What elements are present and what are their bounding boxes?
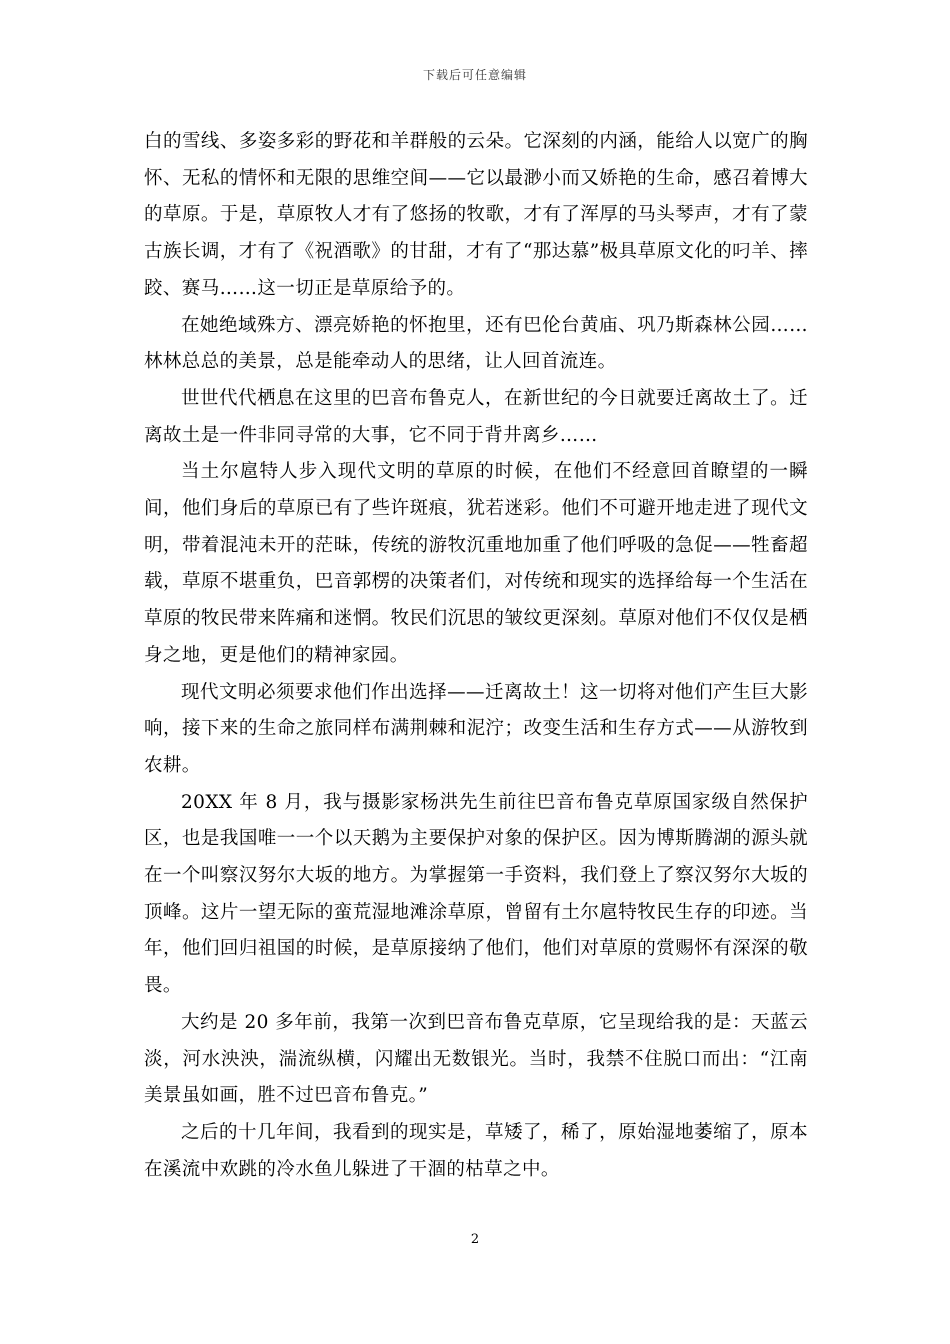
page-number: 2: [470, 1232, 480, 1247]
paragraph: 现代文明必须要求他们作出选择——迁离故土！这一切将对他们产生巨大影响，接下来的生命之旅同样布满荆棘和泥泞；改变生活和生存方式——从游牧到农耕。: [144, 681, 808, 776]
page-header: 下载后可任意编辑: [422, 68, 527, 82]
paragraph: 20XX 年 8 月，我与摄影家杨洪先生前往巴音布鲁克草原国家级自然保护区，也是我国唯一一个以天鹅为主要保护对象的保护区。因为博斯腾湖的源头就在一个叫察汉努尔大坂的地方。为掌握第一手资料，我们登上了察汉努尔大坂的顶峰。这片一望无际的蛮荒湿地滩涂草原，曾留有土尔扈特牧民生存的印迹。当年，他们回归祖国的时候，是草原接纳了他们，他们对草原的赏赐怀有深深的敬畏。: [144, 791, 808, 997]
paragraph: 在她绝域殊方、漂亮娇艳的怀抱里，还有巴伦台黄庙、巩乃斯森林公园……林林总总的美景，总是能牵动人的思绪，让人回首流连。: [144, 314, 808, 373]
document-body: [144, 124, 808, 1188]
paragraph: 当土尔扈特人步入现代文明的草原的时候，在他们不经意回首瞭望的一瞬间，他们身后的草原已有了些许斑痕，犹若迷彩。他们不可避开地走进了现代文明，带着混沌未开的茫昧，传统的游牧沉重地加重了他们呼吸的急促——牲畜超载，草原不堪重负，巴音郭楞的决策者们，对传统和现实的选择给每一个生活在草原的牧民带来阵痛和迷惘。牧民们沉思的皱纹更深刻。草原对他们不仅仅是栖身之地，更是他们的精神家园。: [144, 461, 808, 666]
paragraph: 之后的十几年间，我看到的现实是，草矮了，稀了，原始湿地萎缩了，原本在溪流中欢跳的冷水鱼儿躲进了干涸的枯草之中。: [144, 1121, 808, 1180]
paragraph-continuation: 白的雪线、多姿多彩的野花和羊群般的云朵。它深刻的内涵，能给人以宽广的胸怀、无私的情怀和无限的思维空间——它以最渺小而又娇艳的生命，感召着博大的草原。于是，草原牧人才有了悠扬的牧歌，才有了浑厚的马头琴声，才有了蒙古族长调，才有了《祝酒歌》的甘甜，才有了“那达慕”极具草原文化的叼羊、摔跤、赛马……这一切正是草原给予的。: [144, 131, 808, 299]
paragraph: 大约是 20 多年前，我第一次到巴音布鲁克草原，它呈现给我的是：天蓝云淡，河水泱泱，湍流纵横，闪耀出无数银光。当时，我禁不住脱口而出：“江南美景虽如画，胜不过巴音布鲁克。”: [144, 1011, 808, 1107]
paragraph: 世世代代栖息在这里的巴音布鲁克人，在新世纪的今日就要迁离故土了。迁离故土是一件非同寻常的大事，它不同于背井离乡……: [144, 387, 808, 446]
